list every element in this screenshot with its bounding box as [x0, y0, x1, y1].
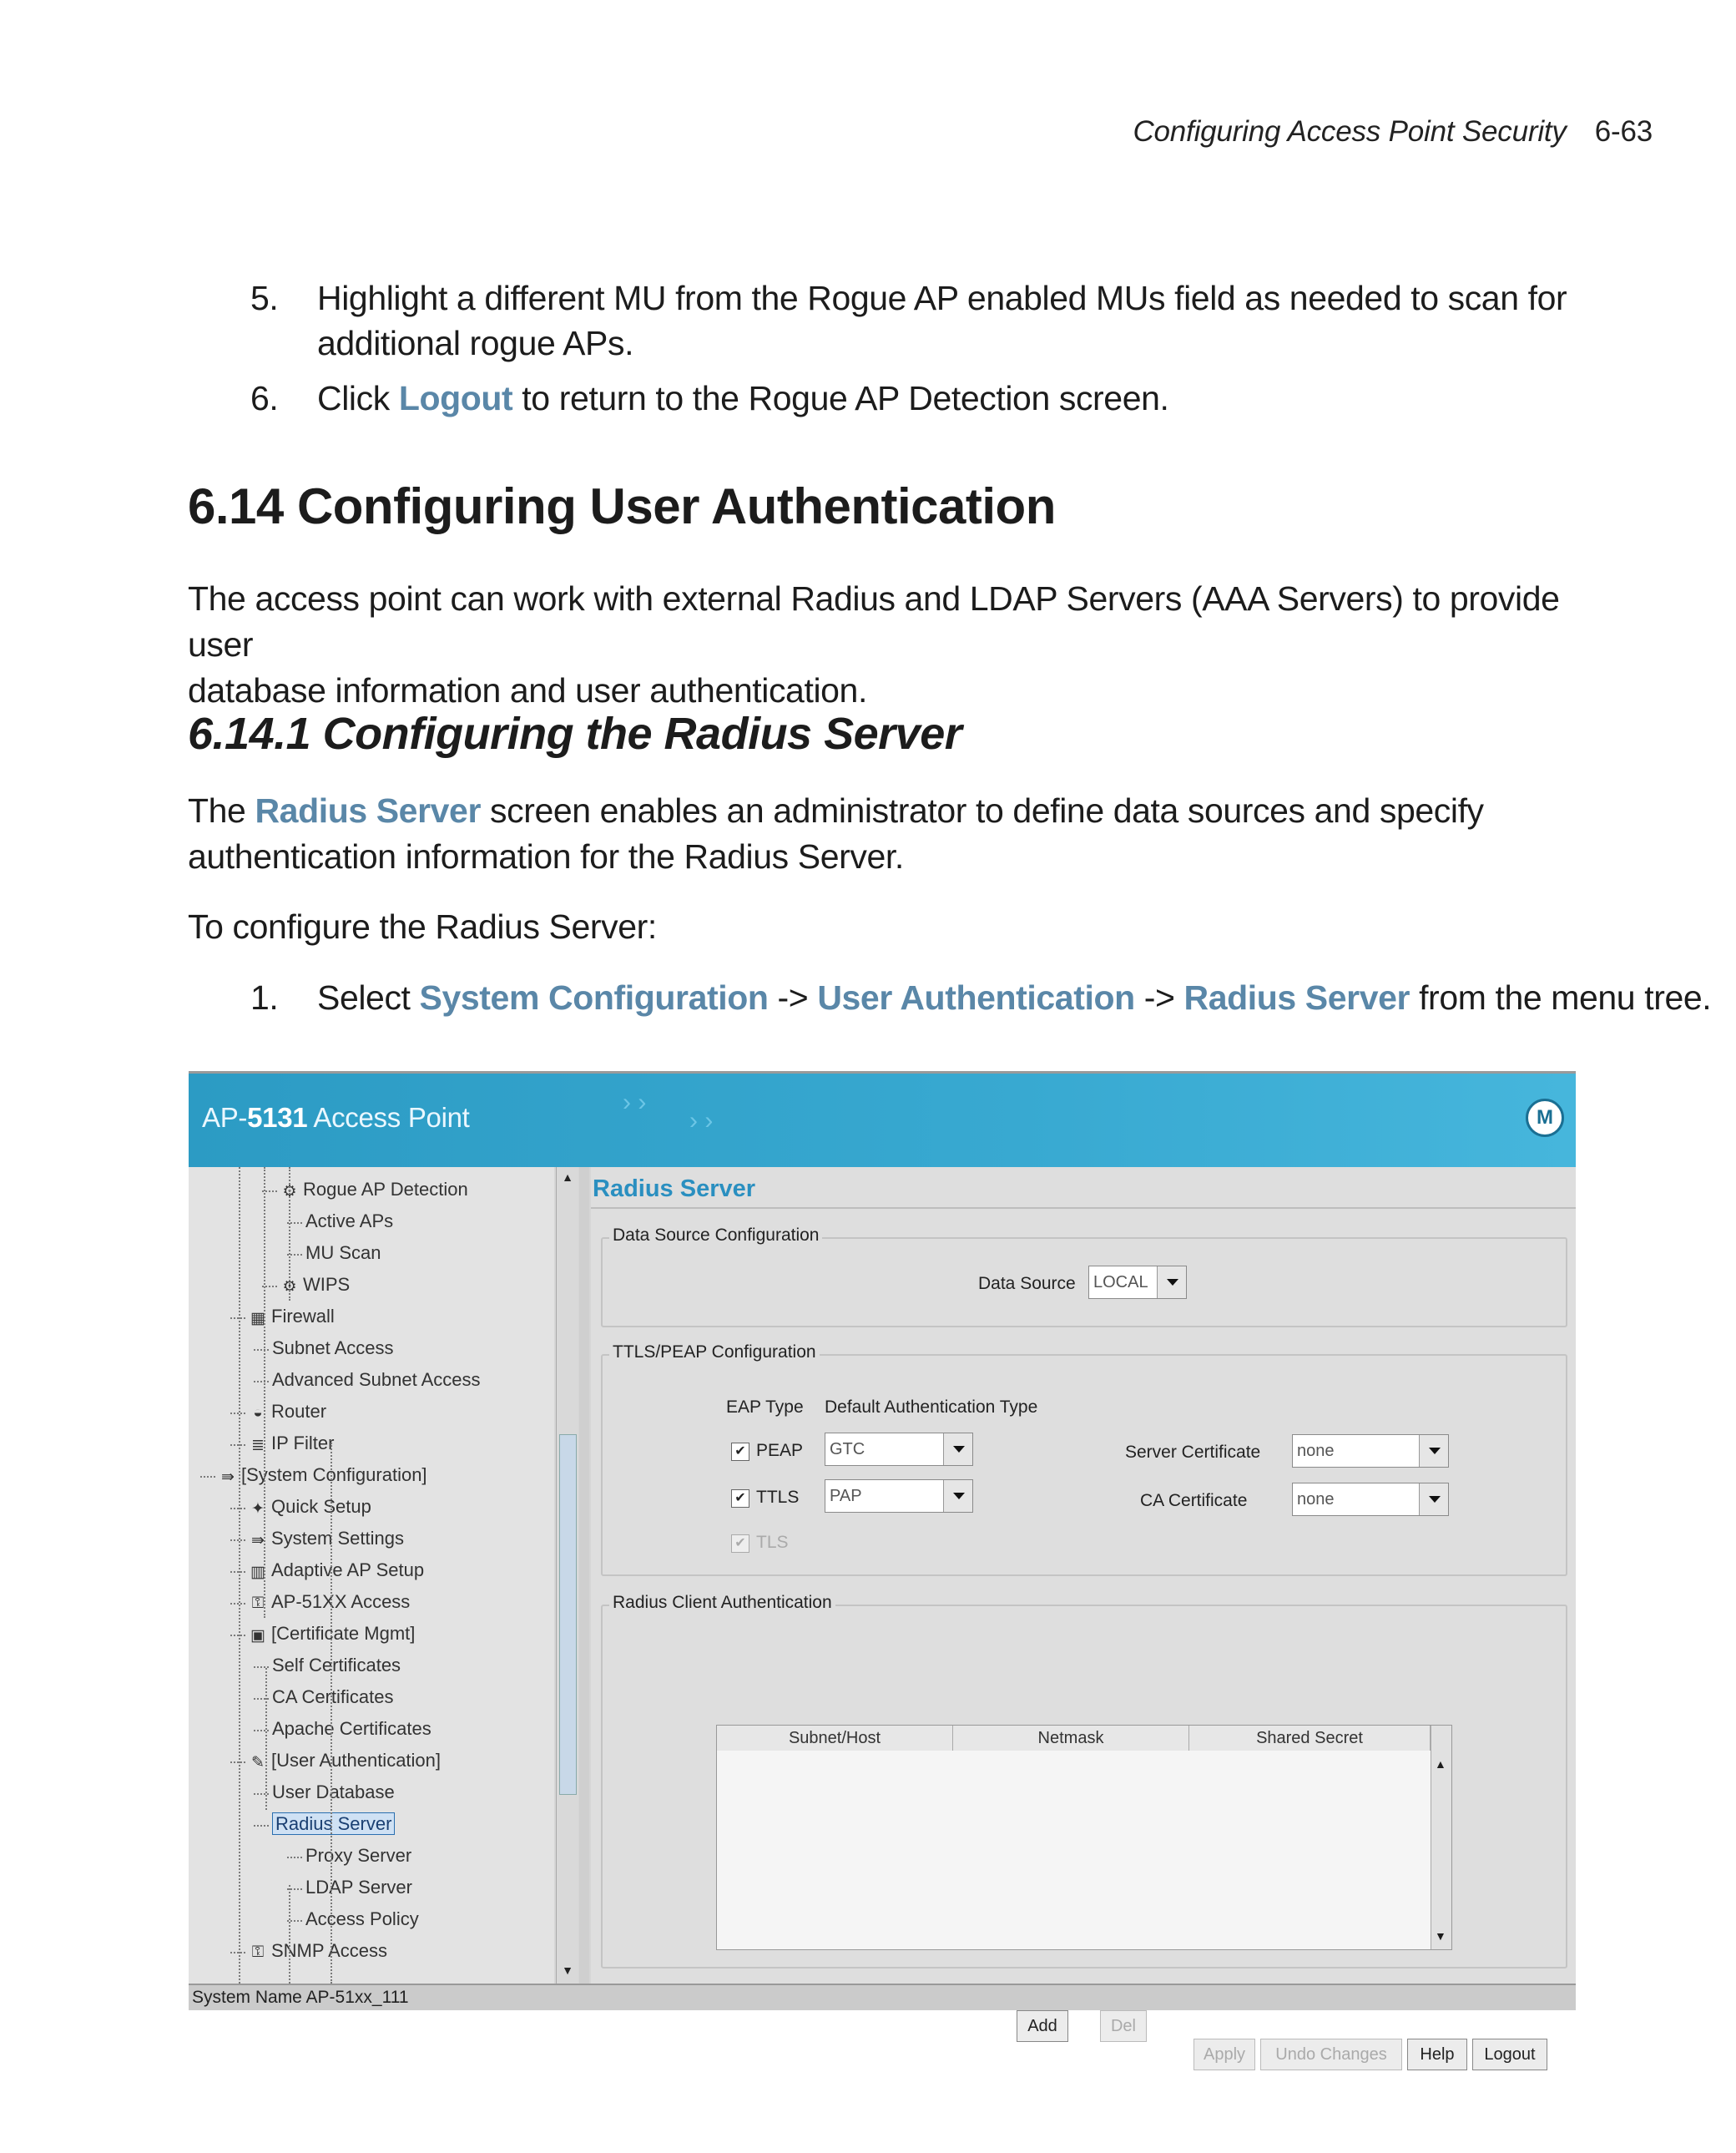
select-value: GTC — [830, 1440, 865, 1458]
radius-client-table[interactable] — [716, 1725, 1452, 1950]
group-legend: Data Source Configuration — [609, 1226, 822, 1246]
tree-item[interactable] — [305, 1877, 412, 1898]
tree-item-label: LDAP Server — [305, 1877, 412, 1898]
tls-label: TLS — [756, 1533, 789, 1552]
undo-changes-button[interactable]: Undo Changes — [1260, 2039, 1402, 2070]
tree-item-label: [System Configuration] — [241, 1464, 427, 1485]
tree-connector — [331, 1443, 332, 1984]
chevron-down-icon[interactable] — [1157, 1266, 1186, 1298]
tree-scrollbar[interactable] — [556, 1167, 578, 1984]
step-line: additional rogue APs. — [317, 324, 634, 362]
data-source-select[interactable] — [1088, 1266, 1187, 1299]
tree-node-icon: ✦ — [251, 1500, 265, 1519]
tree-connector — [230, 1761, 245, 1763]
tree-item[interactable] — [305, 1845, 411, 1867]
tree-item[interactable] — [272, 1337, 394, 1359]
tree-connector — [254, 1381, 269, 1382]
tree-item-label: Advanced Subnet Access — [272, 1369, 481, 1390]
pane-splitter[interactable] — [579, 1167, 589, 1984]
tree-connector — [287, 1857, 302, 1858]
tree-item-label: WIPS — [303, 1274, 351, 1295]
tree-connector — [230, 1952, 245, 1953]
motorola-logo-icon: M — [1526, 1099, 1564, 1137]
radius-server-link[interactable]: Radius Server — [1183, 978, 1410, 1017]
page-header — [1133, 115, 1653, 149]
ttls-peap-group — [601, 1342, 1567, 1576]
tree-item-label: Subnet Access — [272, 1337, 394, 1358]
title-divider — [591, 1207, 1576, 1209]
tree-item-label: [User Authentication] — [271, 1750, 442, 1771]
tree-item[interactable] — [272, 1782, 395, 1803]
tree-item-label: Adaptive AP Setup — [271, 1559, 425, 1580]
step-text — [317, 376, 1619, 421]
tls-checkbox[interactable]: ✔ — [731, 1534, 749, 1553]
tree-node-icon: ⇛ — [251, 1532, 265, 1550]
page-number: 6-63 — [1594, 115, 1653, 148]
tree-connector — [289, 1167, 290, 1301]
tree-connector — [230, 1571, 245, 1573]
tree-connector — [200, 1476, 215, 1478]
app-title-model: 5131 — [247, 1102, 308, 1133]
tree-item[interactable] — [280, 1274, 350, 1296]
peap-checkbox[interactable]: ✔ — [731, 1443, 749, 1461]
para-text: screen enables an administrator to define data sources and specify — [481, 791, 1484, 830]
subsection-paragraph — [188, 788, 1607, 880]
status-bar: System Name AP-51xx_111 — [189, 1984, 1576, 2010]
tree-node-icon: ⇛ — [221, 1468, 235, 1487]
tree-node-icon: ⚙ — [282, 1183, 297, 1201]
tree-item[interactable] — [249, 1528, 404, 1549]
step-text-post: to return to the Rogue AP Detection screen. — [512, 379, 1169, 417]
chevron-down-icon[interactable] — [943, 1480, 972, 1512]
para-line: database information and user authentication. — [188, 671, 867, 710]
tree-item[interactable] — [249, 1401, 326, 1423]
add-button[interactable]: Add — [1017, 2010, 1068, 2042]
tree-item[interactable] — [249, 1306, 335, 1327]
tree-item[interactable] — [249, 1940, 387, 1962]
decor-glyph: › › — [689, 1107, 714, 1135]
group-legend: TTLS/PEAP Configuration — [609, 1342, 820, 1362]
tree-item-label: CA Certificates — [272, 1686, 394, 1707]
tree-item-label: MU Scan — [305, 1242, 381, 1263]
logout-link[interactable]: Logout — [398, 379, 513, 417]
tree-connector — [264, 1167, 265, 1618]
tree-item[interactable] — [249, 1559, 424, 1581]
tree-item-label: Radius Server — [272, 1812, 395, 1835]
ttls-label: TTLS — [756, 1488, 800, 1507]
peap-label: PEAP — [756, 1441, 804, 1460]
help-button[interactable]: Help — [1407, 2039, 1467, 2070]
tree-node-icon: ▣ — [250, 1627, 265, 1645]
tree-item-label: IP Filter — [271, 1433, 335, 1453]
arrow-text: -> — [768, 978, 818, 1017]
tree-item-label: Proxy Server — [305, 1845, 412, 1866]
tree-node-icon: ≣ — [251, 1437, 265, 1455]
data-source-label: Data Source — [978, 1274, 1076, 1293]
scroll-down-icon[interactable]: ▼ — [1435, 1929, 1446, 1943]
scroll-down-icon[interactable]: ▼ — [562, 1963, 573, 1977]
tree-node-icon: ▥ — [250, 1564, 265, 1582]
subsection-title: 6.14.1 Configuring the Radius Server — [188, 709, 962, 759]
tree-item[interactable] — [305, 1908, 419, 1930]
tree-item[interactable] — [219, 1464, 427, 1486]
section-paragraph — [188, 576, 1607, 714]
column-header-shared-secret[interactable]: Shared Secret — [1189, 1726, 1431, 1751]
app-titlebar — [189, 1074, 1576, 1167]
arrow-text: -> — [1134, 978, 1184, 1017]
tree-item-label: System Settings — [271, 1528, 404, 1549]
tree-connector — [230, 1413, 245, 1414]
step-text — [317, 975, 1736, 1020]
app-title-suffix: Access Point — [307, 1102, 470, 1133]
tree-item[interactable] — [272, 1718, 431, 1740]
tree-node-icon: ⚿ — [251, 1943, 265, 1962]
server-cert-label: Server Certificate — [1125, 1443, 1261, 1462]
data-source-group — [601, 1226, 1567, 1327]
header-title: Configuring Access Point Security — [1133, 115, 1567, 148]
tree-item[interactable] — [272, 1686, 394, 1708]
tree-connector — [230, 1508, 245, 1509]
ca-cert-select[interactable] — [1292, 1483, 1449, 1516]
tree-item[interactable] — [249, 1433, 334, 1454]
tree-item[interactable] — [249, 1496, 371, 1518]
chevron-down-icon[interactable] — [1419, 1435, 1448, 1467]
step-text-post: from the menu tree. — [1410, 978, 1712, 1017]
step-number: 6. — [250, 379, 279, 417]
tree-item-label: User Database — [272, 1782, 395, 1802]
tree-item-label: Access Policy — [305, 1908, 419, 1929]
ca-cert-label: CA Certificate — [1140, 1491, 1248, 1510]
chevron-down-icon[interactable] — [1419, 1483, 1448, 1515]
tree-item[interactable] — [305, 1210, 393, 1232]
app-screenshot — [189, 1071, 1576, 2064]
tree-node-icon: ▦ — [250, 1310, 265, 1328]
step-line: Highlight a different MU from the Rogue AP enabled MUs field as needed to scan for — [317, 279, 1567, 317]
server-cert-select[interactable] — [1292, 1434, 1449, 1468]
peap-auth-select[interactable] — [825, 1433, 973, 1466]
scroll-thumb[interactable] — [559, 1434, 577, 1795]
scroll-up-icon[interactable]: ▲ — [1435, 1757, 1446, 1771]
logout-button[interactable]: Logout — [1472, 2039, 1547, 2070]
select-value: PAP — [830, 1487, 862, 1505]
tree-connector — [230, 1317, 245, 1319]
radius-server-panel — [591, 1167, 1576, 2064]
tree-connector — [254, 1349, 269, 1351]
tree-node-icon: ⚙ — [282, 1278, 297, 1296]
table-scrollbar[interactable] — [1431, 1726, 1451, 1949]
app-title — [202, 1102, 470, 1134]
tree-item[interactable] — [249, 1750, 441, 1771]
tree-item[interactable] — [305, 1242, 381, 1264]
tree-item-label: Active APs — [305, 1210, 394, 1231]
tree-node-icon: ⚿ — [251, 1595, 265, 1613]
step-text-pre: Click — [317, 379, 399, 417]
para-line: The access point can work with external Radius and LDAP Servers (AAA Servers) to provide user — [188, 579, 1560, 664]
column-header-netmask[interactable]: Netmask — [953, 1726, 1189, 1751]
tree-connector — [230, 1603, 245, 1605]
tree-item-label: [Certificate Mgmt] — [271, 1623, 416, 1644]
step-number: 1. — [250, 978, 279, 1017]
tree-item-label: SNMP Access — [271, 1940, 387, 1961]
section-title: 6.14 Configuring User Authentication — [188, 478, 1056, 534]
step-text — [317, 275, 1619, 366]
tree-connector — [254, 1825, 269, 1827]
tree-connector — [265, 1668, 267, 1810]
para-line: authentication information for the Radius Server. — [188, 837, 904, 876]
del-button[interactable]: Del — [1100, 2010, 1147, 2042]
apply-button[interactable]: Apply — [1194, 2039, 1255, 2070]
tree-item[interactable] — [280, 1179, 468, 1200]
ttls-auth-select[interactable] — [825, 1479, 973, 1513]
eap-type-header: EAP Type — [726, 1397, 804, 1417]
tree-item-label: AP-51XX Access — [271, 1591, 411, 1612]
tree-connector — [230, 1444, 245, 1446]
tree-connector — [289, 1885, 290, 1984]
system-configuration-link[interactable]: System Configuration — [419, 978, 769, 1017]
group-legend: Radius Client Authentication — [609, 1593, 835, 1613]
config-intro: To configure the Radius Server: — [188, 907, 657, 946]
select-value: none — [1297, 1442, 1335, 1460]
para-text: The — [188, 791, 255, 830]
tree-item-label: Quick Setup — [271, 1496, 371, 1517]
ttls-checkbox[interactable]: ✔ — [731, 1489, 749, 1508]
select-value: LOCAL — [1093, 1273, 1148, 1291]
tree-item[interactable] — [249, 1591, 410, 1613]
tree-connector — [230, 1635, 245, 1636]
tree-connector — [230, 1539, 245, 1541]
select-value: none — [1297, 1490, 1335, 1509]
radius-server-link[interactable]: Radius Server — [255, 791, 482, 830]
menu-tree-pane — [189, 1167, 551, 1984]
user-authentication-link[interactable]: User Authentication — [817, 978, 1135, 1017]
tree-item[interactable] — [272, 1369, 481, 1391]
menu-tree — [189, 1167, 554, 1984]
tree-node-icon: ✎ — [251, 1754, 265, 1772]
tree-item-label: Self Certificates — [272, 1655, 401, 1675]
panel-title: Radius Server — [593, 1175, 756, 1202]
step-text-pre: Select — [317, 978, 420, 1017]
tree-item-label: Apache Certificates — [272, 1718, 431, 1739]
tree-item-label: Firewall — [271, 1306, 335, 1327]
default-auth-header: Default Authentication Type — [825, 1397, 1038, 1417]
scroll-up-icon[interactable]: ▲ — [562, 1170, 573, 1184]
tree-item[interactable] — [272, 1655, 401, 1676]
app-title-prefix: AP- — [202, 1102, 248, 1133]
tree-node-icon: ◒ — [253, 1404, 263, 1423]
tree-item-label: Rogue AP Detection — [303, 1179, 468, 1200]
tree-item[interactable] — [272, 1813, 395, 1835]
decor-glyph: › › — [623, 1089, 647, 1116]
tree-connector — [239, 1167, 240, 1984]
tree-item-label: Router — [271, 1401, 327, 1422]
chevron-down-icon[interactable] — [943, 1433, 972, 1465]
column-header-subnet[interactable]: Subnet/Host — [717, 1726, 953, 1751]
step-number: 5. — [250, 279, 279, 317]
